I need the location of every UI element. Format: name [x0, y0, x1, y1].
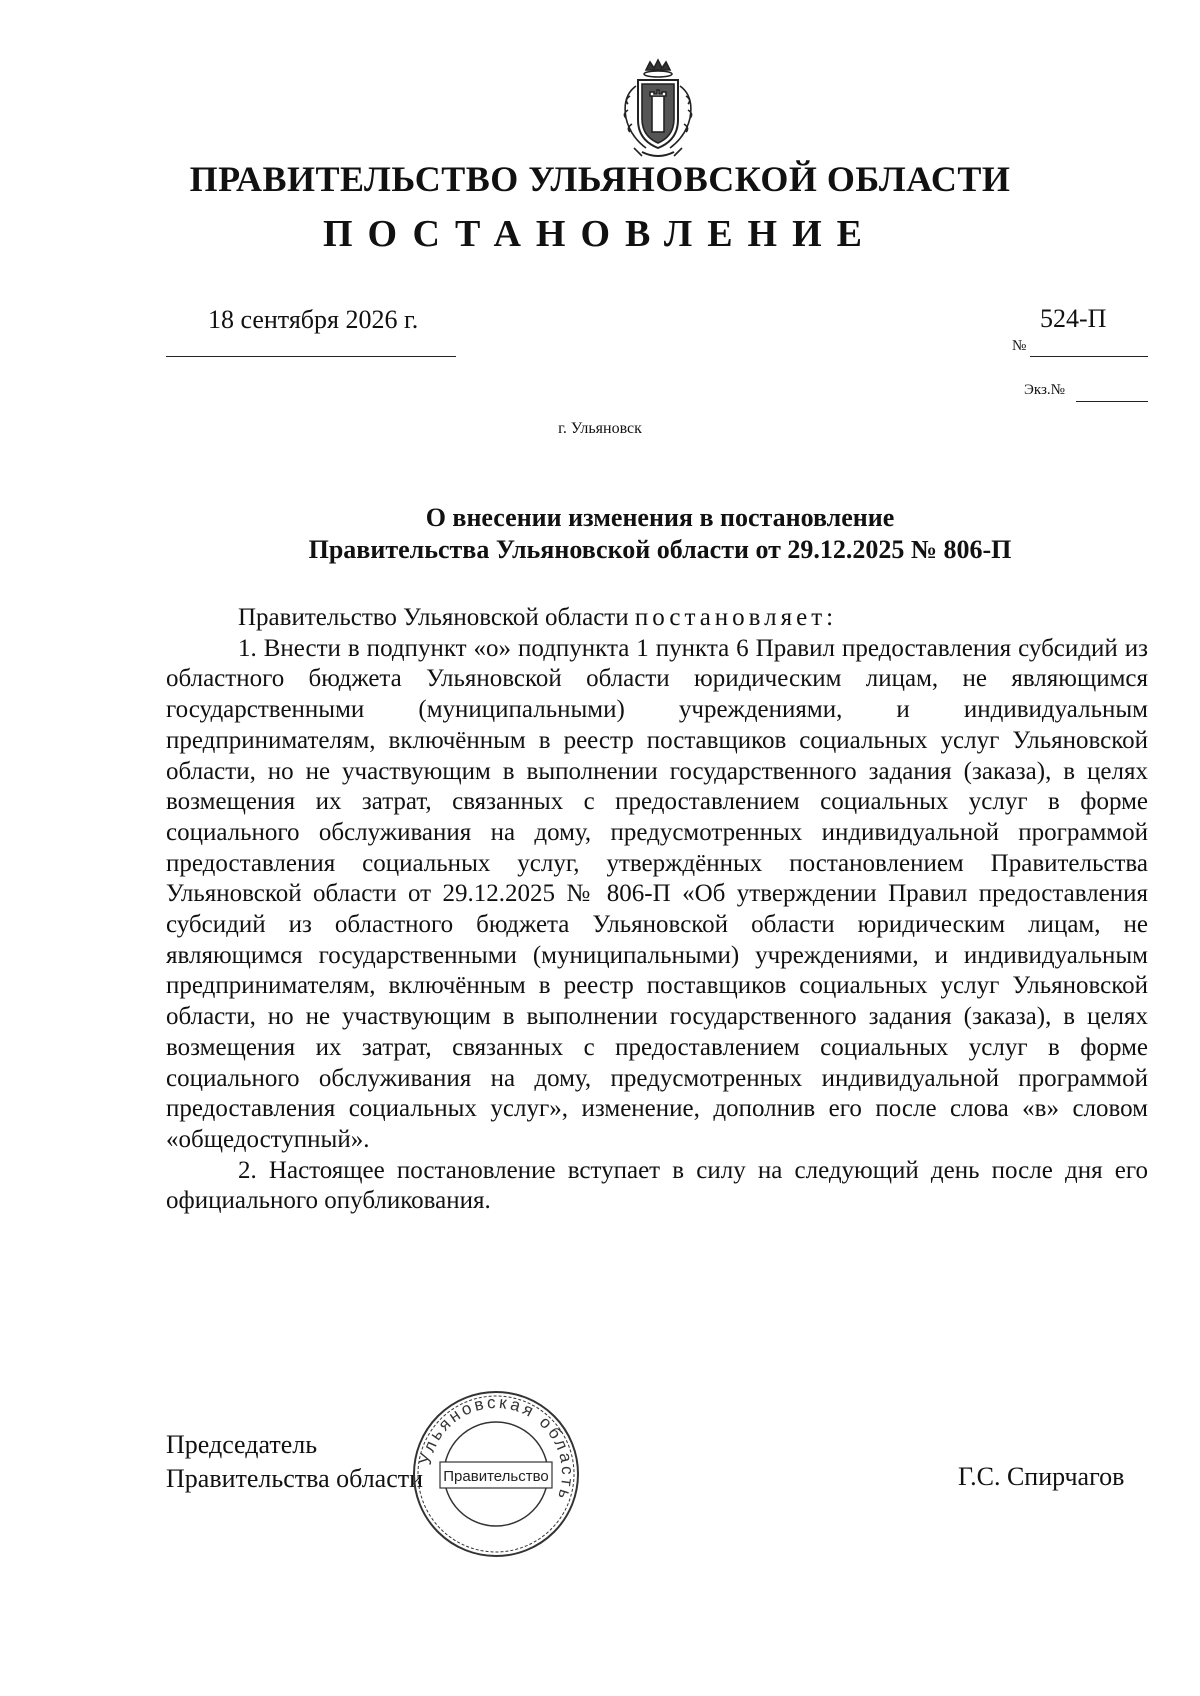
number-label: № — [1012, 338, 1027, 354]
document-date: 18 сентября 2026 г. — [208, 305, 419, 334]
preamble-colon: : — [826, 604, 834, 631]
document-body — [166, 603, 1148, 1217]
signer-title-line-1: Председатель — [166, 1430, 318, 1459]
subject-line-1: О внесении изменения в постановление — [425, 503, 895, 532]
preamble — [166, 603, 1148, 634]
copy-number-underline — [1076, 401, 1148, 402]
document-number: 524-П — [1040, 304, 1107, 333]
document-type: ПОСТАНОВЛЕНИЕ — [322, 213, 878, 255]
copy-number-label: Экз.№ — [1024, 382, 1065, 398]
date-underline — [166, 356, 456, 357]
number-underline — [1030, 356, 1148, 357]
signer-title — [166, 1428, 423, 1496]
stamp-ring-text: Ульяновская область — [415, 1392, 578, 1505]
stamp-center-text: Правительство — [443, 1468, 549, 1485]
preamble-text: Правительство Ульяновской области — [238, 604, 635, 631]
city: г. Ульяновск — [558, 420, 642, 437]
coat-of-arms-icon — [612, 56, 704, 164]
subject-line-2: Правительства Ульяновской области от 29.12.2025 № 806-П — [308, 535, 1012, 564]
paragraph-2: 2. Настоящее постановление вступает в силу на следующий день после дня его официального опубликования. — [166, 1156, 1148, 1215]
document-subject — [0, 502, 1200, 566]
org-title: ПРАВИТЕЛЬСТВО УЛЬЯНОВСКОЙ ОБЛАСТИ — [189, 159, 1011, 199]
signer-name: Г.С. Спирчагов — [958, 1462, 1125, 1491]
signer-title-line-2: Правительства области — [166, 1464, 424, 1493]
preamble-verb: постановляет — [634, 604, 827, 631]
paragraph-1: 1. Внести в подпункт «о» подпункта 1 пункта 6 Правил предоставления субсидий из областного бюджета Ульяновской области юридическим лицам, не являющимся государственными (муниципальными) учреждениями, и индивидуальным предпринимателям, включённым в реестр поставщиков социальных услуг Ульяновской области, но не участвующим в выполнении государственного задания (заказа), в целях возмещения их затрат, связанных с предоставлением социальных услуг в форме социального обслуживания на дому, предусмотренных индивидуальной программой предоставления социальных услуг, утверждённых постановлением Правительства Ульяновской области от 29.12.2025 № 806-П «Об утверждении Правил предоставления субсидий из областного бюджета Ульяновской области юридическим лицам, не являющимся государственными (муниципальными) учреждениями, и индивидуальным предпринимателям, включённым в реестр поставщиков социальных услуг Ульяновской области, но не участвующим в выполнении государственного задания (заказа), в целях возмещения их затрат, связанных с предоставлением социальных услуг в форме социального обслуживания на дому, предусмотренных индивидуальной программой предоставления социальных услуг», изменение, дополнив его после слова «в» словом «общедоступный». — [166, 634, 1148, 1153]
official-stamp-icon — [410, 1388, 582, 1560]
